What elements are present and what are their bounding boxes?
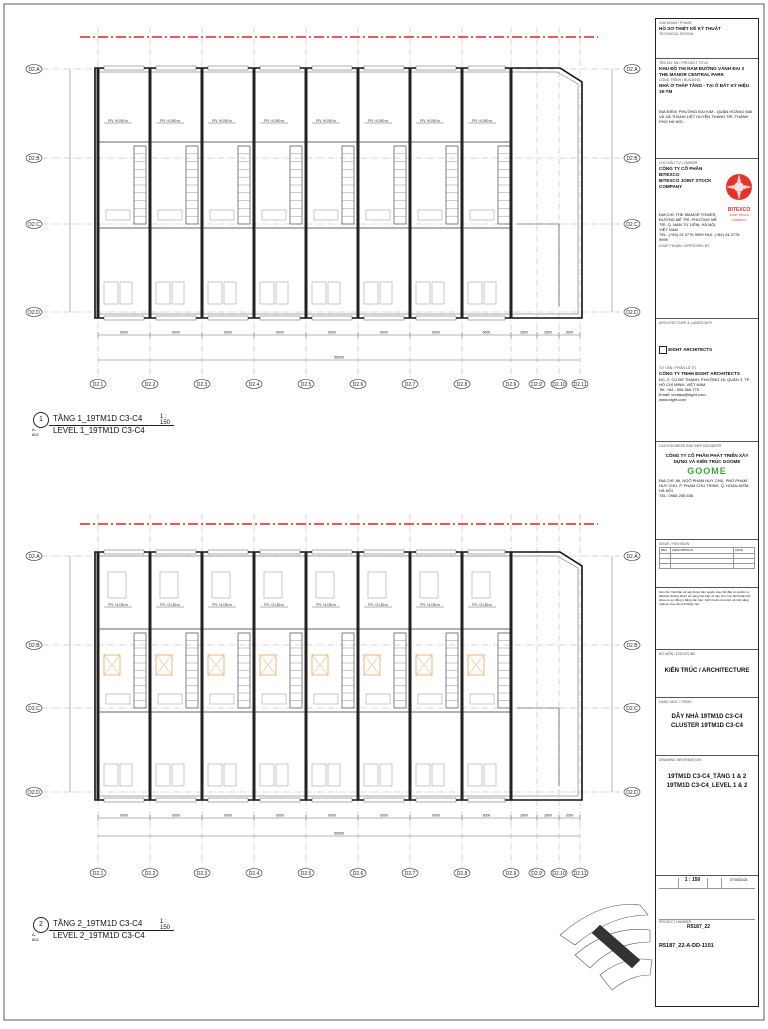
window <box>364 550 404 554</box>
fixture <box>120 282 132 304</box>
grid-label: D2.D <box>626 789 638 796</box>
project-name: KHU ĐÔ THỊ NAM ĐƯỜNG VÀNH ĐAI 3 <box>659 66 745 71</box>
tb-architect <box>656 319 758 442</box>
plan-number: 2 <box>33 917 49 933</box>
fixture <box>260 282 274 304</box>
revision-table <box>659 547 755 569</box>
window <box>156 66 196 70</box>
owner-tel: TEL: (+84) 24 3776 9999 FAX: (+84) 24 3776 9999 <box>659 232 740 242</box>
bay-dimension: 6000 <box>380 813 388 818</box>
party-wall <box>253 68 256 318</box>
grid-label: D2.9 <box>505 870 517 877</box>
goome-logo: GOOME <box>687 466 727 476</box>
grid-label: D2.C <box>28 221 40 228</box>
fixture <box>364 282 378 304</box>
window <box>260 316 300 320</box>
grid-label: D2.A <box>28 553 40 560</box>
project-caption: TÊN DỰ ÁN / PROJECT TITLE <box>659 61 708 65</box>
window <box>260 66 300 70</box>
mep-tel: TEL: 0968 255 636 <box>659 493 694 498</box>
fixture <box>262 210 286 220</box>
tb-revision <box>656 540 758 588</box>
fixture <box>208 764 222 786</box>
approved-caption: CHẤP THUẬN / APPROVED BY <box>659 244 710 248</box>
consultant-caption: TƯ VẤN / PHẤN LÃ TỔ <box>659 366 696 370</box>
window <box>104 550 144 554</box>
fixture <box>470 210 494 220</box>
window <box>416 550 456 554</box>
level-tag: FFL +4.150 m <box>420 603 440 607</box>
bay-dimension: 6000 <box>224 330 232 335</box>
level-tag: FFL +4.150 m <box>316 603 336 607</box>
project-name-en: THE MANOR CENTRAL PARK <box>659 72 724 77</box>
mep-address: ĐỊA CHỈ: 86, NGÕ PHẠM HUY CHÚ, PHỐ PHẠM HUY CHÚ, P. PHẠM CHU TRINH, Q. HOÀN KIẾM, HÀ NỘI <box>659 478 750 493</box>
window <box>208 550 248 554</box>
grid-label: D2.3 <box>196 381 208 388</box>
grid-label: D2.6 <box>352 870 364 877</box>
level-tag: FFL +0.000 m <box>316 119 336 123</box>
fixture <box>208 282 222 304</box>
grid-label: D2.2 <box>144 870 156 877</box>
plan-title-vn: TẦNG 2_19TM1D C3-C4 <box>53 919 143 928</box>
party-wall <box>461 552 464 800</box>
owner-address: ĐỊA CHỈ: THE MANOR TOWER, ĐƯỜNG MỄ TRÌ, PHƯỜNG MỄ TRÌ, Q. NAM TỪ LIÊM, HÀ NỘI, VIỆT NAM <box>659 212 718 232</box>
grid-label: D2.5 <box>300 381 312 388</box>
floor-plan-1 <box>26 27 640 389</box>
end-block-wall <box>517 708 559 786</box>
fixture <box>262 694 286 704</box>
tb-mep <box>656 442 758 540</box>
bay-dimension: 2000 <box>565 813 574 818</box>
furniture <box>212 572 230 598</box>
fixture <box>416 764 430 786</box>
plan-number: 1 <box>33 412 49 428</box>
window <box>156 550 196 554</box>
fixture <box>260 764 274 786</box>
general-notes: Ghi chú: Các bản vẽ này thuộc bản quyền của chủ đầu tư và đơn vị thiết kế. Không được sử dụng các bản vẽ này cho mục đích khác khi chưa có sự đồng ý bằng văn bản. Kích thước trên bản vẽ tính bằng milimet. Cao độ tính bằng mét. <box>659 590 751 606</box>
grid-label: D2.D <box>28 789 40 796</box>
window <box>416 66 456 70</box>
bay-dimension: 6000 <box>482 330 491 335</box>
plan-scale: 1 : 150 <box>160 919 171 931</box>
grid-label: D2.4 <box>248 870 260 877</box>
furniture <box>420 572 438 598</box>
building-caption: CÔNG TRÌNH / BUILDING <box>659 78 701 82</box>
discipline-value: KIẾN TRÚC / ARCHITECTURE <box>664 668 750 674</box>
plan-title-vn: TẦNG 1_19TM1D C3-C4 <box>53 414 143 423</box>
fixture <box>210 210 234 220</box>
furniture <box>472 572 490 598</box>
fixture <box>432 282 444 304</box>
grid-label: D2.10 <box>552 870 566 877</box>
bay-dimension: 6000 <box>276 813 284 818</box>
party-wall <box>409 68 412 318</box>
fixture <box>104 764 118 786</box>
bay-dimension: 6000 <box>120 330 128 335</box>
title-block <box>655 18 759 1007</box>
mep-firm: CÔNG TY CỔ PHẦN PHÁT TRIỂN XÂY DỰNG VÀ KIẾN TRÚC GOOME <box>665 453 749 464</box>
date-value: 07/05/2024 <box>729 878 748 882</box>
building-outline <box>95 552 582 800</box>
level-tag: FFL +4.150 m <box>472 603 492 607</box>
grid-label: D2.9 <box>505 381 517 388</box>
grid-label: D2.1 <box>92 381 104 388</box>
item-2: CLUSTER 19TM1D C3-C4 <box>670 723 743 729</box>
fixture <box>416 282 430 304</box>
level-tag: FFL +4.150 m <box>160 603 180 607</box>
owner-name: CÔNG TY CỔ PHẦN BITEXCO <box>659 166 703 177</box>
party-wall <box>97 68 100 318</box>
bay-dimension: 6000 <box>432 330 440 335</box>
window <box>364 66 404 70</box>
bay-dimension: 2000 <box>565 330 574 335</box>
plan-title-en: LEVEL 1_19TM1D C3-C4 <box>53 426 145 435</box>
fixture <box>224 282 236 304</box>
party-wall <box>357 68 360 318</box>
fixture <box>418 210 442 220</box>
bay-dimension: 2600 <box>520 330 528 335</box>
furniture <box>108 572 126 598</box>
window <box>312 316 352 320</box>
party-wall <box>510 552 513 800</box>
fixture <box>314 210 338 220</box>
window <box>260 798 300 802</box>
party-wall <box>149 552 152 800</box>
grid-label: D2.C <box>28 705 40 712</box>
bay-dimension: 6000 <box>328 330 336 335</box>
level-tag: FFL +0.000 m <box>472 119 492 123</box>
eight-logo-text: EIGHT ARCHITECTS <box>668 347 713 353</box>
level-tag: FFL +4.150 m <box>212 603 232 607</box>
fixture <box>104 282 118 304</box>
fixture <box>276 764 288 786</box>
fixture <box>156 764 170 786</box>
fixture <box>380 764 392 786</box>
grid-label: D2.8 <box>456 381 468 388</box>
grid-label: D2.4 <box>248 381 260 388</box>
bitexco-logo-text: BITEXCO <box>727 207 751 213</box>
fixture <box>312 282 326 304</box>
project-address: ĐỊA ĐIỂM: PHƯỜNG ĐẠI KIM - QUẬN HOÀNG MAI VÀ XÃ THANH LIỆT HUYỆN THANH TRÌ, THÀNH PHỐ HÀ NỘI <box>659 109 753 124</box>
grid-label: D2.B <box>28 155 40 162</box>
fixture <box>468 764 482 786</box>
grid-label: D2.6 <box>352 381 364 388</box>
grid-label: D2.8 <box>456 870 468 877</box>
party-wall <box>409 552 412 800</box>
tb-project <box>656 59 758 159</box>
grid-label: D2.5 <box>300 870 312 877</box>
building-inner-line <box>99 556 578 796</box>
mep-caption: C&S ENGINEER AND MEP ENGINEER <box>659 444 722 448</box>
phase-value-en: TECHNICAL DESIGN <box>659 32 694 36</box>
fixture <box>328 764 340 786</box>
drawing-title-en: 19TM1D C3-C4_LEVEL 1 & 2 <box>666 783 748 789</box>
fixture <box>158 694 182 704</box>
scale-value: 1 : 150 <box>679 878 708 888</box>
grid-label: D2.C <box>626 705 638 712</box>
grid-label: D2.11 <box>573 870 587 877</box>
party-wall <box>510 68 513 318</box>
window <box>104 316 144 320</box>
plan-scale: 1 : 150 <box>160 414 171 426</box>
bay-dimension: 6000 <box>432 813 440 818</box>
discipline-caption: BỘ MÔN / DISCIPLINE <box>659 652 696 656</box>
grid-label: D2.3 <box>196 870 208 877</box>
grid-label: D2.A <box>626 66 638 73</box>
window <box>156 798 196 802</box>
key-plan-highlight <box>592 925 640 968</box>
window <box>156 316 196 320</box>
level-tag: FFL +4.150 m <box>108 603 128 607</box>
grid-label: D2.7 <box>404 870 416 877</box>
plan-sheet-ref: A-802 <box>32 427 39 437</box>
grid-label: D2.11 <box>573 381 587 388</box>
window <box>468 66 505 70</box>
grid-label: D2.1 <box>92 870 104 877</box>
party-wall <box>253 552 256 800</box>
bay-dimension: 2600 <box>544 330 552 335</box>
eight-architects-logo <box>659 346 755 354</box>
fixture <box>380 282 392 304</box>
key-plan <box>560 904 652 990</box>
window <box>364 316 404 320</box>
grid-label: D2.C <box>626 221 638 228</box>
building-outline <box>95 68 582 318</box>
bay-dimension: 6000 <box>172 330 180 335</box>
tb-notes <box>656 588 758 650</box>
revision-caption: ISSUE / REVISION <box>659 542 690 546</box>
fixture <box>106 210 130 220</box>
bitexco-logo-sub: JOINT STOCK COMPANY <box>729 213 749 222</box>
fixture <box>366 694 390 704</box>
tb-numbers <box>656 876 758 1006</box>
items-caption: HẠNG MỤC / ITEMS <box>659 700 692 704</box>
architect-web: www.eight.com <box>659 397 686 402</box>
window <box>312 798 352 802</box>
fixture <box>364 764 378 786</box>
level-tag: FFL +4.150 m <box>368 603 388 607</box>
party-wall <box>149 68 152 318</box>
grid-label: D2.B <box>626 642 638 649</box>
drawing-caption: DRAWING INFORMATION <box>659 758 701 762</box>
fixture <box>106 694 130 704</box>
bay-dimension: 6000 <box>276 330 284 335</box>
fixture <box>314 694 338 704</box>
fixture <box>432 764 444 786</box>
grid-label: D2.10 <box>552 381 566 388</box>
project-number: R5187_22 <box>687 924 711 930</box>
fixture <box>224 764 236 786</box>
building-inner-line <box>99 72 578 314</box>
fixture <box>328 282 340 304</box>
level-tag: FFL +0.000 m <box>212 119 232 123</box>
fixture <box>366 210 390 220</box>
bay-dimension: 6000 <box>224 813 232 818</box>
eight-logo-icon <box>659 346 667 354</box>
rev-col: REV <box>660 548 671 554</box>
level-tag: FFL +4.150 m <box>264 603 284 607</box>
phase-value: HỒ SƠ THIẾT KẾ KỸ THUẬT <box>659 26 721 31</box>
window <box>260 550 300 554</box>
total-dimension: 55000 <box>334 831 344 836</box>
bay-dimension: 6000 <box>482 813 491 818</box>
fixture <box>418 694 442 704</box>
tb-discipline <box>656 650 758 698</box>
window <box>364 798 404 802</box>
grid-label: D2.9' <box>531 870 543 877</box>
architect-tel: Tel: +84 - 906.366.770 <box>659 387 699 392</box>
total-dimension: 55000 <box>334 355 344 360</box>
fixture <box>276 282 288 304</box>
key-plan-block <box>600 959 652 990</box>
level-tag: FFL +0.000 m <box>420 119 440 123</box>
sheet-border <box>4 4 764 1020</box>
end-block-wall <box>517 224 559 306</box>
window <box>468 798 505 802</box>
party-wall <box>97 552 100 800</box>
date-col: DATE <box>734 548 755 554</box>
furniture <box>264 572 282 598</box>
drawing-title: 19TM1D C3-C4_TẦNG 1 & 2 <box>667 774 747 780</box>
window <box>104 798 144 802</box>
grid-label: D2.7 <box>404 381 416 388</box>
grid-label: D2.D <box>626 309 638 316</box>
level-tag: FFL +0.000 m <box>160 119 180 123</box>
architect-email: Email: contact@eight.com <box>659 392 706 397</box>
fixture <box>172 282 184 304</box>
grid-label: D2.A <box>28 66 40 73</box>
bay-dimension: 6000 <box>328 813 336 818</box>
owner-caption: CHỦ ĐẦU TƯ / OWNER <box>659 161 698 165</box>
furniture <box>316 572 334 598</box>
tb-drawing <box>656 756 758 876</box>
bay-dimension: 6000 <box>172 813 180 818</box>
grid-label: D2.9' <box>531 381 543 388</box>
tb-phase <box>656 19 758 59</box>
scale-date-row <box>659 878 755 889</box>
bay-dimension: 2600 <box>544 813 552 818</box>
party-wall <box>357 552 360 800</box>
fixture <box>484 764 496 786</box>
fixture <box>158 210 182 220</box>
fixture <box>172 764 184 786</box>
plan-sheet-ref: A-802 <box>32 932 39 942</box>
window <box>312 550 352 554</box>
plan-title-en: LEVEL 2_19TM1D C3-C4 <box>53 931 145 940</box>
window <box>468 550 505 554</box>
window <box>208 66 248 70</box>
bitexco-logo <box>724 173 754 222</box>
bay-dimension: 6000 <box>120 813 128 818</box>
phase-caption: GIAI ĐOẠN / PHASE <box>659 21 692 25</box>
blank-row <box>659 889 755 920</box>
window <box>416 798 456 802</box>
fixture <box>470 694 494 704</box>
party-wall <box>461 68 464 318</box>
description-col: DESCRIPTION <box>671 548 734 554</box>
grid-label: D2.B <box>626 155 638 162</box>
fixture <box>468 282 482 304</box>
architect-address: ĐC: 2, CÙ ĐỀ THANH, PHƯỜNG 16, QUẬN 3, TP. HỒ CHÍ MINH, VIỆT NAM <box>659 377 750 387</box>
bay-dimension: 2600 <box>520 813 528 818</box>
furniture <box>160 572 178 598</box>
grid-label: D2.A <box>626 553 638 560</box>
bay-dimension: 6000 <box>380 330 388 335</box>
window <box>104 66 144 70</box>
grid-label: D2.2 <box>144 381 156 388</box>
party-wall <box>305 552 308 800</box>
level-tag: FFL +0.000 m <box>264 119 284 123</box>
level-tag: FFL +0.000 m <box>368 119 388 123</box>
party-wall <box>305 68 308 318</box>
window <box>208 316 248 320</box>
fixture <box>484 282 496 304</box>
level-tag: FFL +0.000 m <box>108 119 128 123</box>
architect-caption: ARCHITECTURE & LANDSCAPE <box>659 321 712 325</box>
floor-plan-2 <box>26 514 640 878</box>
window <box>208 798 248 802</box>
grid-label: D2.B <box>28 642 40 649</box>
building-name: NHÀ Ở THẤP TẦNG - TẠI Ô ĐẤT KÝ HIỆU 19-TM <box>659 83 750 94</box>
tb-items <box>656 698 758 756</box>
party-wall <box>201 68 204 318</box>
fixture <box>156 282 170 304</box>
owner-name-en: BITEXCO JOINT STOCK COMPANY <box>659 178 712 189</box>
revision-row <box>660 564 755 569</box>
tb-owner <box>656 159 758 319</box>
fixture <box>312 764 326 786</box>
item-1: DÃY NHÀ 19TM1D C3-C4 <box>671 714 743 720</box>
fixture <box>210 694 234 704</box>
drawing-number: R5187_22-A-DD-1101 <box>659 943 714 949</box>
furniture <box>368 572 386 598</box>
architect-firm: CÔNG TY TNHH EIGHT ARCHITECTS <box>659 371 740 376</box>
grid-label: D2.D <box>28 309 40 316</box>
party-wall <box>201 552 204 800</box>
window <box>312 66 352 70</box>
fixture <box>120 764 132 786</box>
window <box>468 316 505 320</box>
project-number-caption: PROJECT NUMBER <box>659 920 692 924</box>
window <box>416 316 456 320</box>
